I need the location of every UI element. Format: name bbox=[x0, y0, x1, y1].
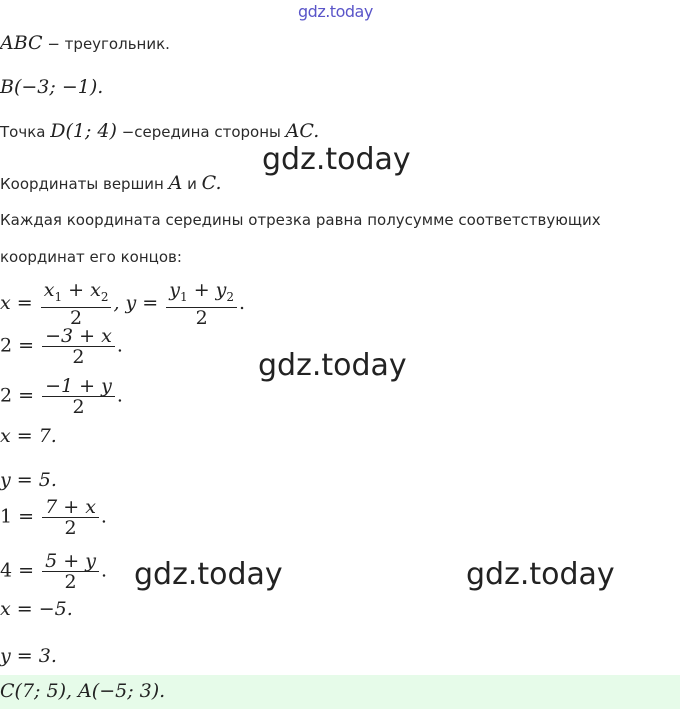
result-y2: y = 3. bbox=[0, 645, 57, 667]
text: Точка bbox=[0, 123, 51, 141]
math-c: C. bbox=[201, 172, 222, 194]
math-point-d: D(1; 4) bbox=[50, 120, 117, 142]
line-point-d bbox=[0, 120, 319, 142]
denominator: 2 bbox=[166, 307, 237, 328]
watermark: gdz.today bbox=[134, 557, 283, 592]
text: −середина стороны bbox=[116, 123, 286, 141]
formula-midpoint bbox=[0, 280, 245, 328]
formula-eq-x: 2 = $\frac{-3 + x}{2}$ . bbox=[0, 325, 123, 368]
line-point-b bbox=[0, 76, 103, 98]
formula-lhs: 4 = bbox=[0, 559, 35, 582]
formula-eq-y: 2 = $\frac{-1 + y}{2}$ . bbox=[0, 375, 123, 418]
text: − треугольник. bbox=[42, 35, 170, 53]
line-vertices bbox=[0, 172, 222, 194]
text: Координаты вершин bbox=[0, 175, 169, 193]
formula-eq-x2: 1 = $\frac{7 + x}{2}$ . bbox=[0, 496, 107, 539]
period: . bbox=[239, 291, 246, 314]
fraction bbox=[42, 326, 115, 367]
fraction bbox=[166, 280, 237, 328]
numerator: 5 + y bbox=[45, 550, 96, 572]
denominator: 2 bbox=[41, 307, 112, 328]
formula-eq-y2: 4 = $\frac{5 + y}{2}$ . bbox=[0, 550, 107, 593]
result-x: x = 7. bbox=[0, 425, 57, 447]
text: и bbox=[182, 175, 202, 193]
answer: C(7; 5), A(−5; 3). bbox=[0, 680, 166, 702]
fraction bbox=[42, 551, 99, 592]
denominator: 2 bbox=[42, 396, 115, 417]
formula-lhs: 2 = bbox=[0, 334, 35, 357]
fraction bbox=[42, 497, 99, 538]
formula-lhs: 2 = bbox=[0, 384, 35, 407]
fraction bbox=[41, 280, 112, 328]
watermark: gdz.today bbox=[258, 348, 407, 383]
formula-lhs: x = bbox=[0, 291, 33, 314]
watermark-top: gdz.today bbox=[298, 2, 373, 21]
numerator: $y_1 + y_2$ bbox=[169, 279, 235, 304]
result-x2: x = −5. bbox=[0, 598, 73, 620]
denominator: 2 bbox=[42, 571, 99, 592]
text-rule-cont: координат его концов: bbox=[0, 248, 182, 266]
result-y: y = 5. bbox=[0, 469, 57, 491]
numerator: −1 + y bbox=[45, 375, 112, 397]
text-rule: Каждая координата середины отрезка равна полусумме соответствующих bbox=[0, 211, 601, 229]
numerator: −3 + x bbox=[45, 325, 112, 347]
numerator: 7 + x bbox=[45, 496, 96, 518]
watermark: gdz.today bbox=[262, 142, 411, 177]
math-point-b: B(−3; −1). bbox=[0, 76, 104, 98]
formula-sep: , y = bbox=[113, 291, 159, 314]
formula-lhs: 1 = bbox=[0, 505, 35, 528]
math-a: A bbox=[168, 172, 183, 194]
fraction bbox=[42, 376, 115, 417]
line-triangle bbox=[0, 32, 170, 54]
denominator: 2 bbox=[42, 517, 99, 538]
math-abc: ABC bbox=[0, 32, 43, 54]
watermark: gdz.today bbox=[466, 557, 615, 592]
numerator: $x_1 + x_2$ bbox=[43, 279, 109, 304]
denominator: 2 bbox=[42, 346, 115, 367]
math-ac: AC. bbox=[285, 120, 320, 142]
